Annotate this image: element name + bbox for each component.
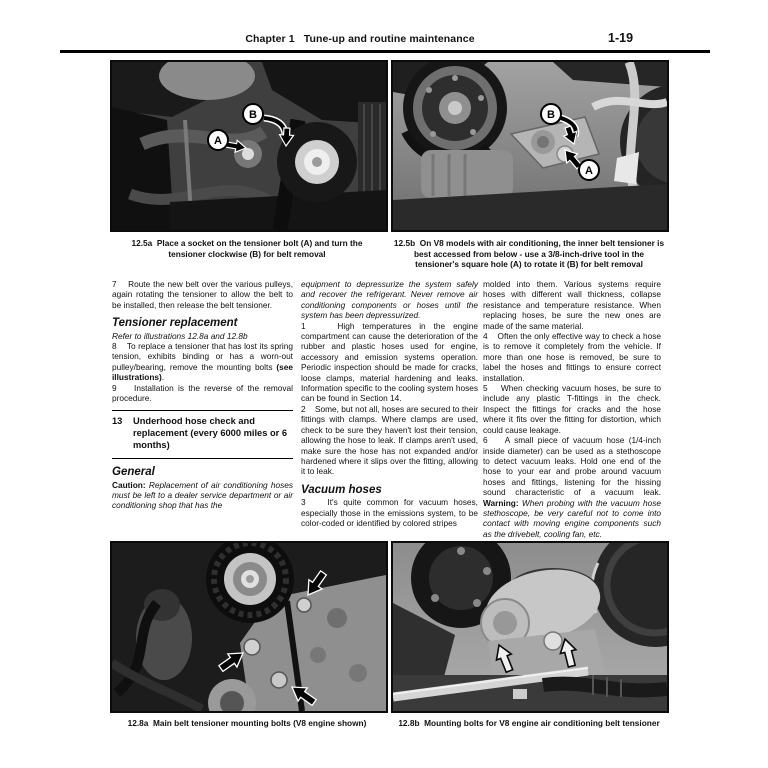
figure-photo-12-5b	[391, 60, 669, 232]
engine-bay-photo	[112, 62, 386, 230]
paragraph-6-text: 6 A small piece of vacuum hose (1/4-inch inside diameter) can be used as a stethoscope to detect vacuum leaks. Hold one end of the hose to your ear and probe around vacuum hoses and fittings, listening for the hissing sound characteristic of a vacuum leak.	[483, 435, 661, 498]
callout-a-label: A	[585, 165, 593, 177]
warning-text: When probing with the vacuum hose stethoscope, be very careful not to come into contact with moving engine components such as the drivebelt, cooling fan, etc.	[483, 497, 661, 539]
refer-note: Refer to illustrations 12.8a and 12.8b	[112, 330, 248, 341]
paragraph-3: 3 It's quite common for vacuum hoses, especially those in the emissions system, to be color-coded or identified by colored stripes	[301, 497, 478, 528]
engine-bay-photo	[393, 62, 667, 230]
paragraph-8-text: 8 To replace a tensioner that has lost its spring tension, exhibits binding or has a worn-out pulley/bearing, remove the mounting bolts	[112, 341, 293, 372]
warning-label: Warning:	[483, 497, 519, 508]
paragraph-8	[112, 341, 293, 383]
engine-photo	[112, 543, 386, 711]
section-13-number: 13	[112, 416, 123, 427]
figure-photo-12-8b	[391, 541, 669, 713]
caution-text: Replacement of air conditioning hoses must be left to a dealer service department or air conditioning shop that has the	[112, 479, 293, 511]
text-column-3	[483, 279, 661, 539]
paragraph-9: 9 Installation is the reverse of the removal procedure.	[112, 382, 293, 404]
heading-general: General	[112, 466, 155, 479]
caution-paragraph	[112, 480, 293, 511]
paragraph-8-end: .	[161, 372, 165, 383]
paragraph-1: 1 High temperatures in the engine compartment can cause the deterioration of the rubber and plastic hoses used for engine, accessory and emission systems operation. Periodic inspection should be made for cracks, loose clamps, material hardening and leaks. Information specific to the cooling system hoses can be found in Section 14.	[301, 320, 478, 404]
figure-caption-12-5a: 12.5a Place a socket on the tensioner bolt (A) and turn the tensioner clockwise (B) for belt removal	[131, 238, 363, 259]
paragraph-3-continued: molded into them. Various systems require hoses with different wall thickness, collapse resistance and temperature resistance. When replacing hoses, be sure the new ones are made of the same material.	[483, 279, 661, 331]
figure-caption-12-5b: 12.5b On V8 models with air conditioning, the inner belt tensioner is best accessed from below - use a 3/8-inch-drive tool in the tensioner's square hole (A) to rotate it (B) for belt removal	[393, 238, 665, 269]
text-column-2	[301, 279, 478, 528]
page-number: 1-19	[608, 31, 634, 45]
paragraph-5: 5 When checking vacuum hoses, be sure to include any plastic T-fittings in the check. Inspect the fittings for cracks and the hose where it fits over the fitting for distortion, which could cause leakage.	[483, 383, 661, 435]
callout-b-label: B	[249, 109, 257, 121]
paragraph-2: 2 Some, but not all, hoses are secured to their fittings with clamps. Where clamps are used, check to be sure they haven't lost their tension, allowing the hose to leak. If clamps aren't used, make sure the hose has not expanded and/or hardened where it slips over the fitting, allowing it to leak.	[301, 403, 478, 477]
heading-vacuum-hoses: Vacuum hoses	[301, 483, 382, 496]
paragraph-4: 4 Often the only effective way to check a hose is to remove it completely from the vehicle. If more than one hose is removed, be sure to label the hoses and fittings to ensure correct installation.	[483, 331, 661, 383]
chapter-title: Chapter 1 Tune-up and routine maintenance	[245, 33, 475, 45]
text-column-1	[112, 279, 293, 511]
paragraph-7: 7 Route the new belt over the various pulleys, again rotating the tensioner to allow the belt to be installed, then release the belt tensioner.	[112, 279, 293, 310]
figure-photo-12-8a	[110, 541, 388, 713]
callout-a-label: A	[214, 135, 222, 147]
caution-continued: equipment to depressurize the system safely and recover the refrigerant. Never remove air conditioning components or hoses until the system has been depressurized.	[301, 279, 478, 321]
see-illustrations-bold: (see illustrations)	[112, 361, 293, 383]
section-13-title: Underhood hose check and replacement (every 6000 miles or 6 months)	[133, 416, 288, 450]
engine-photo	[393, 543, 667, 711]
heading-tensioner-replacement: Tensioner replacement	[112, 317, 238, 330]
figure-caption-12-8a: 12.8a Main belt tensioner mounting bolts (V8 engine shown)	[127, 718, 367, 728]
figure-caption-12-8b: 12.8b Mounting bolts for V8 engine air conditioning belt tensioner	[398, 718, 660, 728]
header-rule	[60, 50, 710, 53]
callout-b-label: B	[547, 109, 555, 121]
figure-photo-12-5a	[110, 60, 388, 232]
section-13-box	[112, 410, 293, 459]
paragraph-6	[483, 435, 661, 539]
caution-label: Caution:	[112, 479, 146, 490]
